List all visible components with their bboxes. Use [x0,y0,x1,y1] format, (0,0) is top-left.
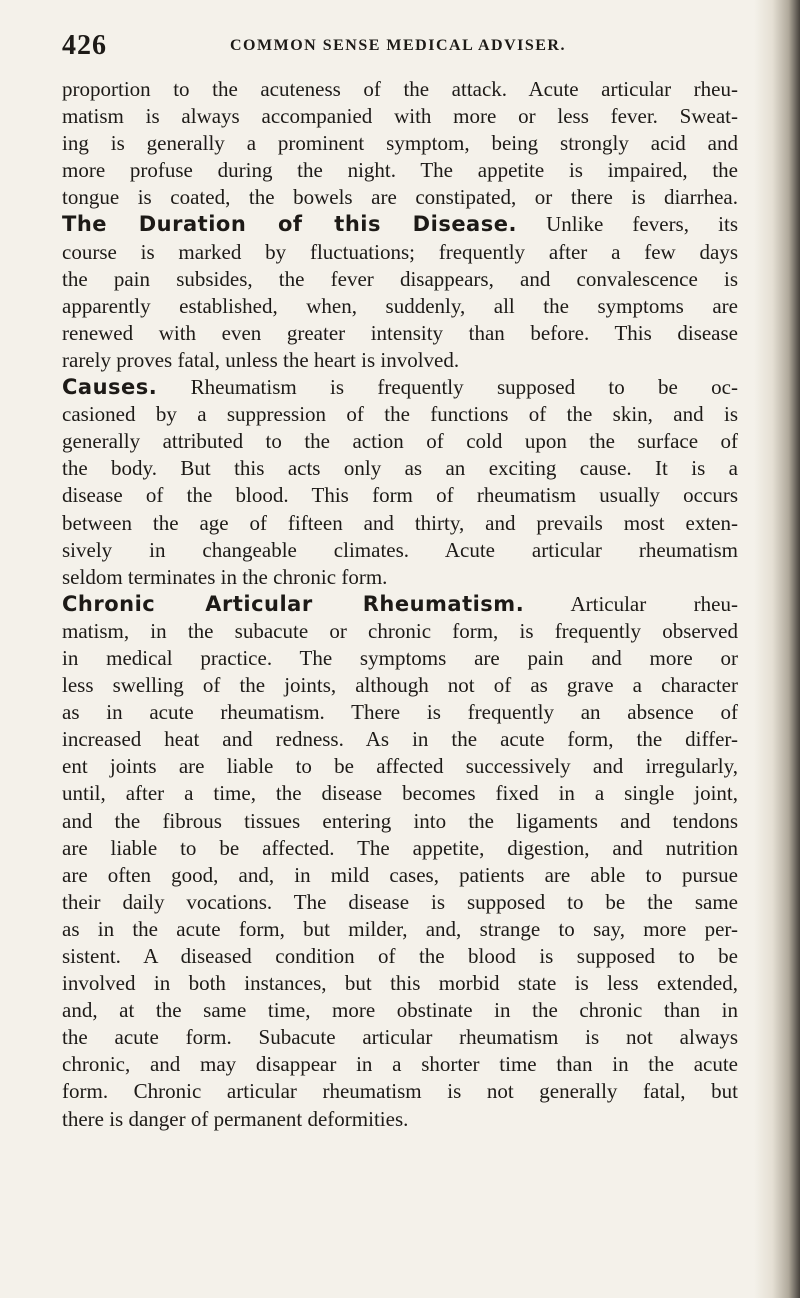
text-line: apparently established, when, suddenly, all the symptoms are [62,293,738,318]
page-edge-shadow [754,0,800,1298]
text-line: proportion to the acuteness of the attack. Acute articular rheu- [62,77,738,101]
text-line: sively in changeable climates. Acute articular rheumatism [62,537,738,562]
text-line: until, after a time, the disease becomes fixed in a single joint, [62,781,738,806]
page-header [62,30,752,62]
text-line: and, at the same time, more obstinate in the chronic than in [62,998,738,1023]
text-line: disease of the blood. This form of rheumatism usually occurs [62,483,738,508]
text-line: course is marked by fluctuations; frequently after a few days [62,239,738,264]
text-run: Unlike fevers, its [516,212,738,237]
text-line: casioned by a suppression of the functions of the skin, and is [62,402,738,427]
text-line: as in the acute form, but milder, and, strange to say, more per- [62,916,738,941]
text-line [62,211,738,238]
text-line: there is danger of permanent deformities. [62,1106,409,1131]
text-run: Articular rheu- [524,591,738,616]
text-line: less swelling of the joints, although not of as grave a character [62,673,738,698]
text-line [62,591,738,618]
text-line: are often good, and, in mild cases, patients are able to pursue [62,862,738,887]
text-line: matism, in the subacute or chronic form, is frequently observed [62,618,738,643]
text-line: are liable to be affected. The appetite, digestion, and nutrition [62,835,738,860]
text-line: the acute form. Subacute articular rheumatism is not always [62,1025,738,1050]
text-line: chronic, and may disappear in a shorter time than in the acute [62,1052,738,1077]
section-heading-chronic: Chronic Articular Rheumatism. [62,591,525,616]
text-line: involved in both instances, but this morbid state is less extended, [62,971,738,996]
text-line: seldom terminates in the chronic form. [62,564,388,589]
text-line: sistent. A diseased condition of the blood is supposed to be [62,944,738,968]
text-line: ent joints are liable to be affected successively and irregularly, [62,754,738,779]
text-line: increased heat and redness. As in the acute form, the differ- [62,727,738,752]
text-line: their daily vocations. The disease is supposed to be the same [62,889,738,914]
text-line: the body. But this acts only as an exciting cause. It is a [62,456,738,481]
text-line: more profuse during the night. The appetite is impaired, the [62,158,738,183]
text-run: Rheumatism is frequently supposed to be oc- [157,375,738,400]
section-heading-duration: The Duration of this Disease. [62,212,517,237]
text-line: rarely proves fatal, unless the heart is involved. [62,347,460,372]
text-line: tongue is coated, the bowels are constipated, or there is diarrhea. [62,185,738,210]
text-line [62,374,738,401]
body-text [62,76,738,1133]
text-line: as in acute rheumatism. There is frequently an absence of [62,700,738,725]
running-head: COMMON SENSE MEDICAL ADVISER. [230,37,566,54]
section-heading-causes: Causes. [62,375,158,400]
text-line: and the fibrous tissues entering into the ligaments and tendons [62,808,738,833]
text-line: in medical practice. The symptoms are pain and more or [62,645,738,670]
text-line: renewed with even greater intensity than before. This disease [62,320,738,345]
text-line: matism is always accompanied with more or less fever. Sweat- [62,104,738,129]
text-line: between the age of fifteen and thirty, and prevails most exten- [62,510,738,535]
page-number: 426 [62,30,107,61]
text-line: form. Chronic articular rheumatism is not generally fatal, but [62,1079,738,1104]
text-line: the pain subsides, the fever disappears, and convalescence is [62,266,738,291]
text-line: generally attributed to the action of cold upon the surface of [62,429,738,454]
text-line: ing is generally a prominent symptom, being strongly acid and [62,131,738,156]
